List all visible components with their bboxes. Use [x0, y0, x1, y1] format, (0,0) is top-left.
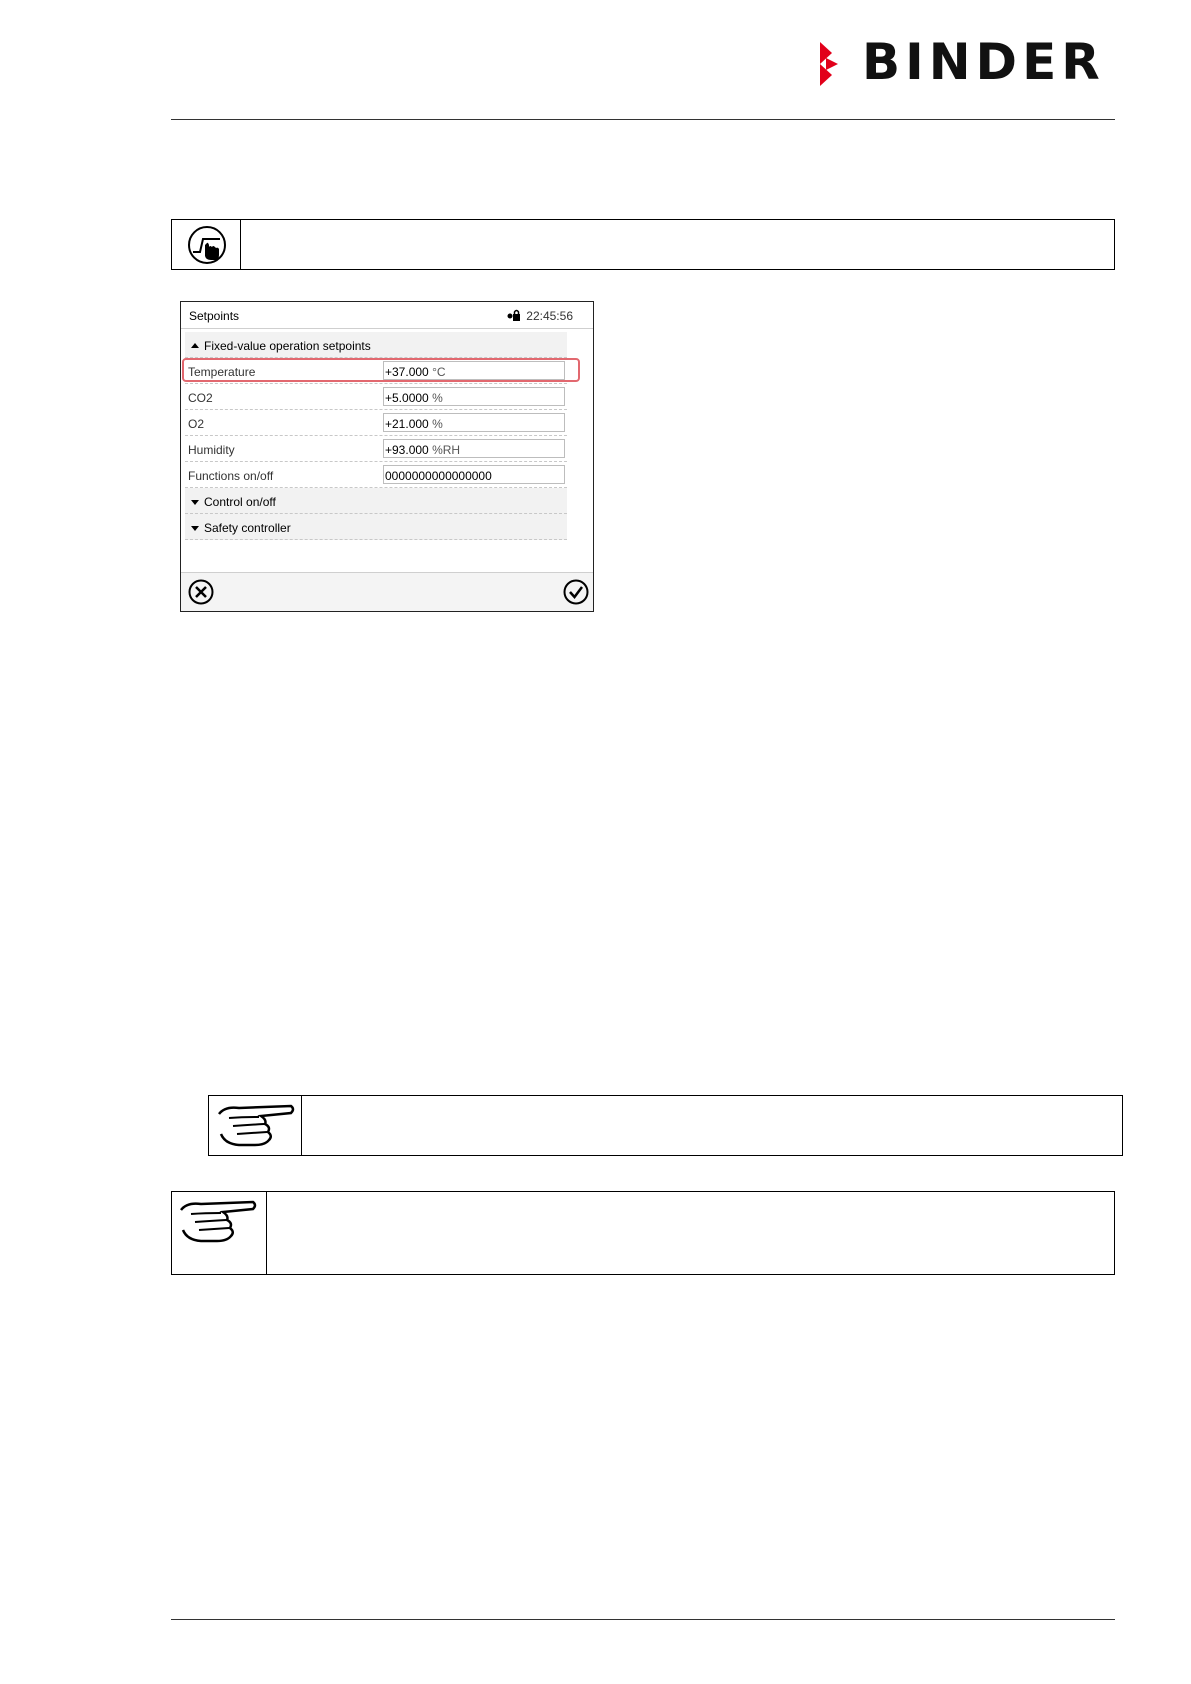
o2-input[interactable]	[383, 413, 565, 432]
pointing-hand-icon	[215, 1100, 297, 1152]
expand-arrow-icon	[191, 500, 199, 505]
screen-time: 22:45:56	[526, 309, 573, 323]
co2-input[interactable]	[383, 387, 565, 406]
setpoint-value: +5.0000	[385, 391, 429, 405]
screen-footer	[181, 572, 593, 611]
screen-header	[181, 302, 593, 329]
screen-title: Setpoints	[189, 309, 240, 323]
setpoint-label: Humidity	[188, 443, 235, 457]
note-box-divider	[301, 1096, 302, 1155]
section-control[interactable]	[185, 488, 567, 514]
setpoint-label: Temperature	[188, 365, 256, 379]
setpoint-unit: °C	[432, 365, 446, 379]
header-rule	[171, 119, 1115, 120]
setpoint-label: CO2	[188, 391, 213, 405]
note-box-divider	[266, 1192, 267, 1274]
setpoint-hand-icon	[186, 225, 228, 265]
functions-input[interactable]	[383, 465, 565, 484]
note-box-2	[171, 1191, 1115, 1275]
section-label: Fixed-value operation setpoints	[204, 339, 371, 353]
instruction-box-divider	[240, 220, 241, 269]
setpoint-value: +21.000	[385, 417, 429, 431]
setpoint-row-humidity	[185, 436, 567, 462]
brand-name: BINDER	[862, 33, 1105, 91]
note-box-1	[208, 1095, 1123, 1156]
setpoint-value: 0000000000000000	[385, 469, 492, 483]
section-fixed-value[interactable]	[185, 332, 567, 358]
lock-icon	[507, 309, 521, 322]
setpoints-screen	[180, 301, 594, 612]
temperature-highlight	[182, 358, 580, 382]
setpoint-row-o2	[185, 410, 567, 436]
setpoint-row-co2	[185, 384, 567, 410]
setpoint-value: +93.000	[385, 443, 429, 457]
footer-rule	[171, 1619, 1115, 1620]
setpoint-row-functions	[185, 462, 567, 488]
section-label: Control on/off	[204, 495, 276, 509]
setpoint-unit: %	[432, 417, 443, 431]
setpoint-unit: %RH	[432, 443, 461, 457]
binder-logo	[820, 33, 1115, 91]
setpoint-unit: %	[432, 391, 443, 405]
setpoint-label: O2	[188, 417, 205, 431]
collapse-arrow-icon	[191, 343, 199, 348]
setpoint-value: +37.000	[385, 365, 429, 379]
cancel-icon[interactable]	[188, 579, 214, 605]
setpoint-label: Functions on/off	[188, 469, 274, 483]
section-label: Safety controller	[204, 521, 291, 535]
humidity-input[interactable]	[383, 439, 565, 458]
instruction-box	[171, 219, 1115, 270]
binder-logo-mark	[820, 42, 840, 86]
confirm-icon[interactable]	[563, 579, 589, 605]
section-safety[interactable]	[185, 514, 567, 540]
expand-arrow-icon	[191, 526, 199, 531]
pointing-hand-icon	[177, 1196, 259, 1248]
